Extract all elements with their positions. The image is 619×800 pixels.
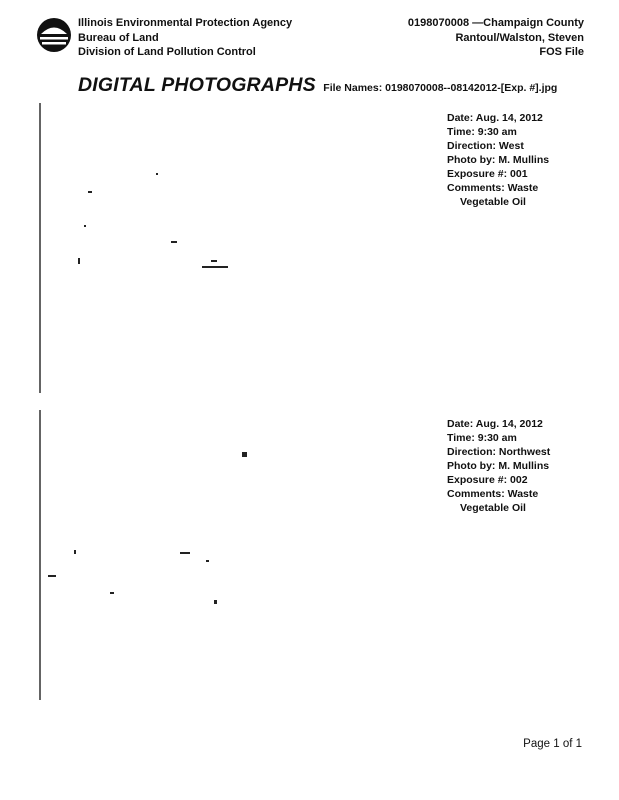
- agency-name: Illinois Environmental Protection Agency: [78, 17, 293, 29]
- photo-speck: [110, 592, 114, 594]
- photo-speck: [78, 258, 80, 264]
- photo-speck: [88, 191, 92, 193]
- photo-time: Time: 9:30 am: [447, 432, 517, 444]
- photo-speck: [84, 225, 86, 227]
- photo-speck: [202, 266, 228, 268]
- photo-by: Photo by: M. Mullins: [447, 154, 550, 166]
- photo-2-info: [447, 417, 550, 515]
- photo-speck: [48, 575, 56, 577]
- photo-exposure: Exposure #: 001: [447, 168, 528, 180]
- photo-speck: [206, 560, 209, 562]
- photo-date: Date: Aug. 14, 2012: [447, 112, 543, 124]
- photo-comments: Comments: Waste: [447, 182, 539, 194]
- file-names: File Names: 0198070008--08142012-[Exp. #].jpg: [323, 82, 558, 94]
- photo-1-info: [447, 111, 549, 209]
- photo-time: Time: 9:30 am: [447, 126, 517, 138]
- photo-speck: [214, 600, 217, 604]
- file-type: FOS File: [539, 46, 584, 58]
- photo-1: [36, 103, 431, 393]
- photo-comments-cont: Vegetable Oil: [460, 502, 526, 514]
- agency-block: [78, 16, 292, 60]
- iepa-logo: [36, 17, 72, 53]
- photo-direction: Direction: Northwest: [447, 446, 551, 458]
- photo-comments-cont: Vegetable Oil: [460, 196, 526, 208]
- photo-exposure: Exposure #: 002: [447, 474, 528, 486]
- photo-comments: Comments: Waste: [447, 488, 539, 500]
- photo-speck: [74, 550, 76, 554]
- site-name: Rantoul/Walston, Steven: [455, 31, 584, 44]
- page-number: Page 1 of 1: [523, 738, 582, 750]
- photo-speck: [180, 552, 190, 554]
- site-block: [408, 16, 584, 60]
- photo-direction: Direction: West: [447, 140, 524, 152]
- title-row: [78, 74, 557, 97]
- division-name: Division of Land Pollution Control: [78, 46, 256, 58]
- photo-speck: [211, 260, 217, 262]
- photo-speck: [171, 241, 177, 243]
- photo-speck: [156, 173, 158, 175]
- site-id: 0198070008 —Champaign County: [407, 17, 584, 29]
- photo-speck: [242, 452, 247, 457]
- photo-2: [36, 410, 431, 700]
- photo-date: Date: Aug. 14, 2012: [447, 418, 543, 430]
- page-title: DIGITAL PHOTOGRAPHS: [78, 74, 316, 96]
- photo-edge: [39, 410, 41, 700]
- photo-edge: [39, 103, 41, 393]
- bureau-name: Bureau of Land: [78, 31, 159, 44]
- photo-by: Photo by: M. Mullins: [447, 460, 550, 472]
